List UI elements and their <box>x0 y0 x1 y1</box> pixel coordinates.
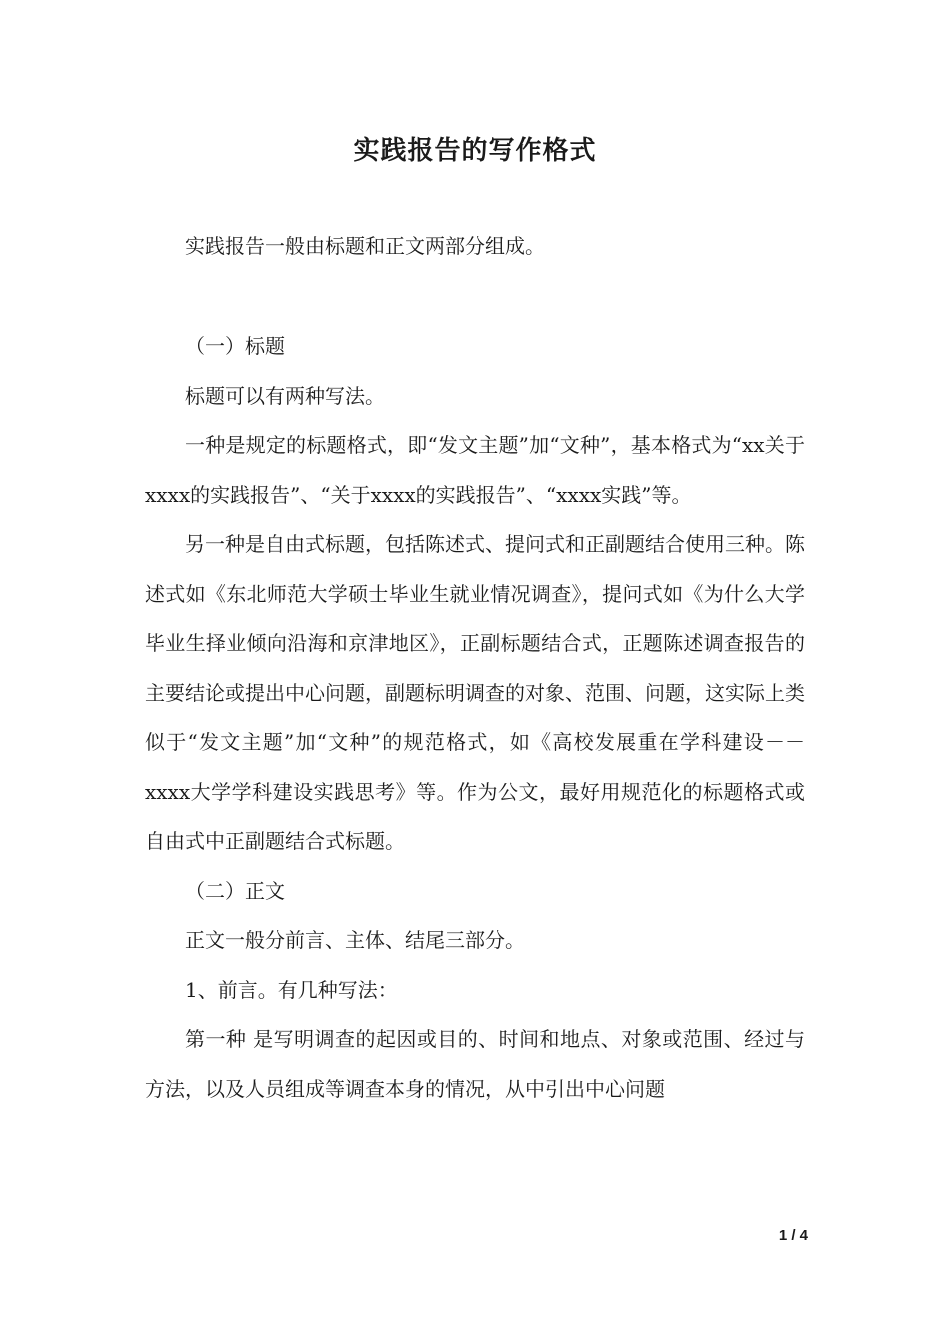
body-paragraph: 第一种 是写明调查的起因或目的、时间和地点、对象或范围、经过与方法，以及人员组成等调查本身的情况，从中引出中心问题 <box>145 1027 805 1101</box>
body-paragraph: 另一种是自由式标题，包括陈述式、提问式和正副题结合使用三种。陈述式如《东北师范大学硕士毕业生就业情况调查》，提问式如《为什么大学毕业生择业倾向沿海和京津地区》，正副标题结合式，正题陈述调查报告的主要结论或提出中心问题，副题标明调查的对象、范围、问题，这实际上类似于“发文主题”加“文种”的规范格式，如《高校发展重在学科建设－－xxxx大学学科建设实践思考》等。作为公文，最好用规范化的标题格式或自由式中正副题结合式标题。 <box>145 532 805 853</box>
intro-paragraph: 实践报告一般由标题和正文两部分组成。 <box>185 234 545 258</box>
intro-block <box>145 222 805 272</box>
body-block <box>145 322 805 1114</box>
section-heading-title: （一）标题 <box>185 334 285 358</box>
body-paragraph: 标题可以有两种写法。 <box>185 383 385 408</box>
body-paragraph: 正文一般分前言、主体、结尾三部分。 <box>185 928 525 952</box>
document-title: 实践报告的写作格式 <box>353 136 597 166</box>
body-paragraph: 1、前言。有几种写法： <box>185 977 398 1002</box>
body-paragraph: 一种是规定的标题格式，即“发文主题”加“文种”，基本格式为“xx关于xxxx的实践报告”、“关于xxxx的实践报告”、“xxxx实践”等。 <box>145 433 805 507</box>
page-number: 1 / 4 <box>778 1227 808 1244</box>
section-heading-body: （二）正文 <box>185 878 285 903</box>
